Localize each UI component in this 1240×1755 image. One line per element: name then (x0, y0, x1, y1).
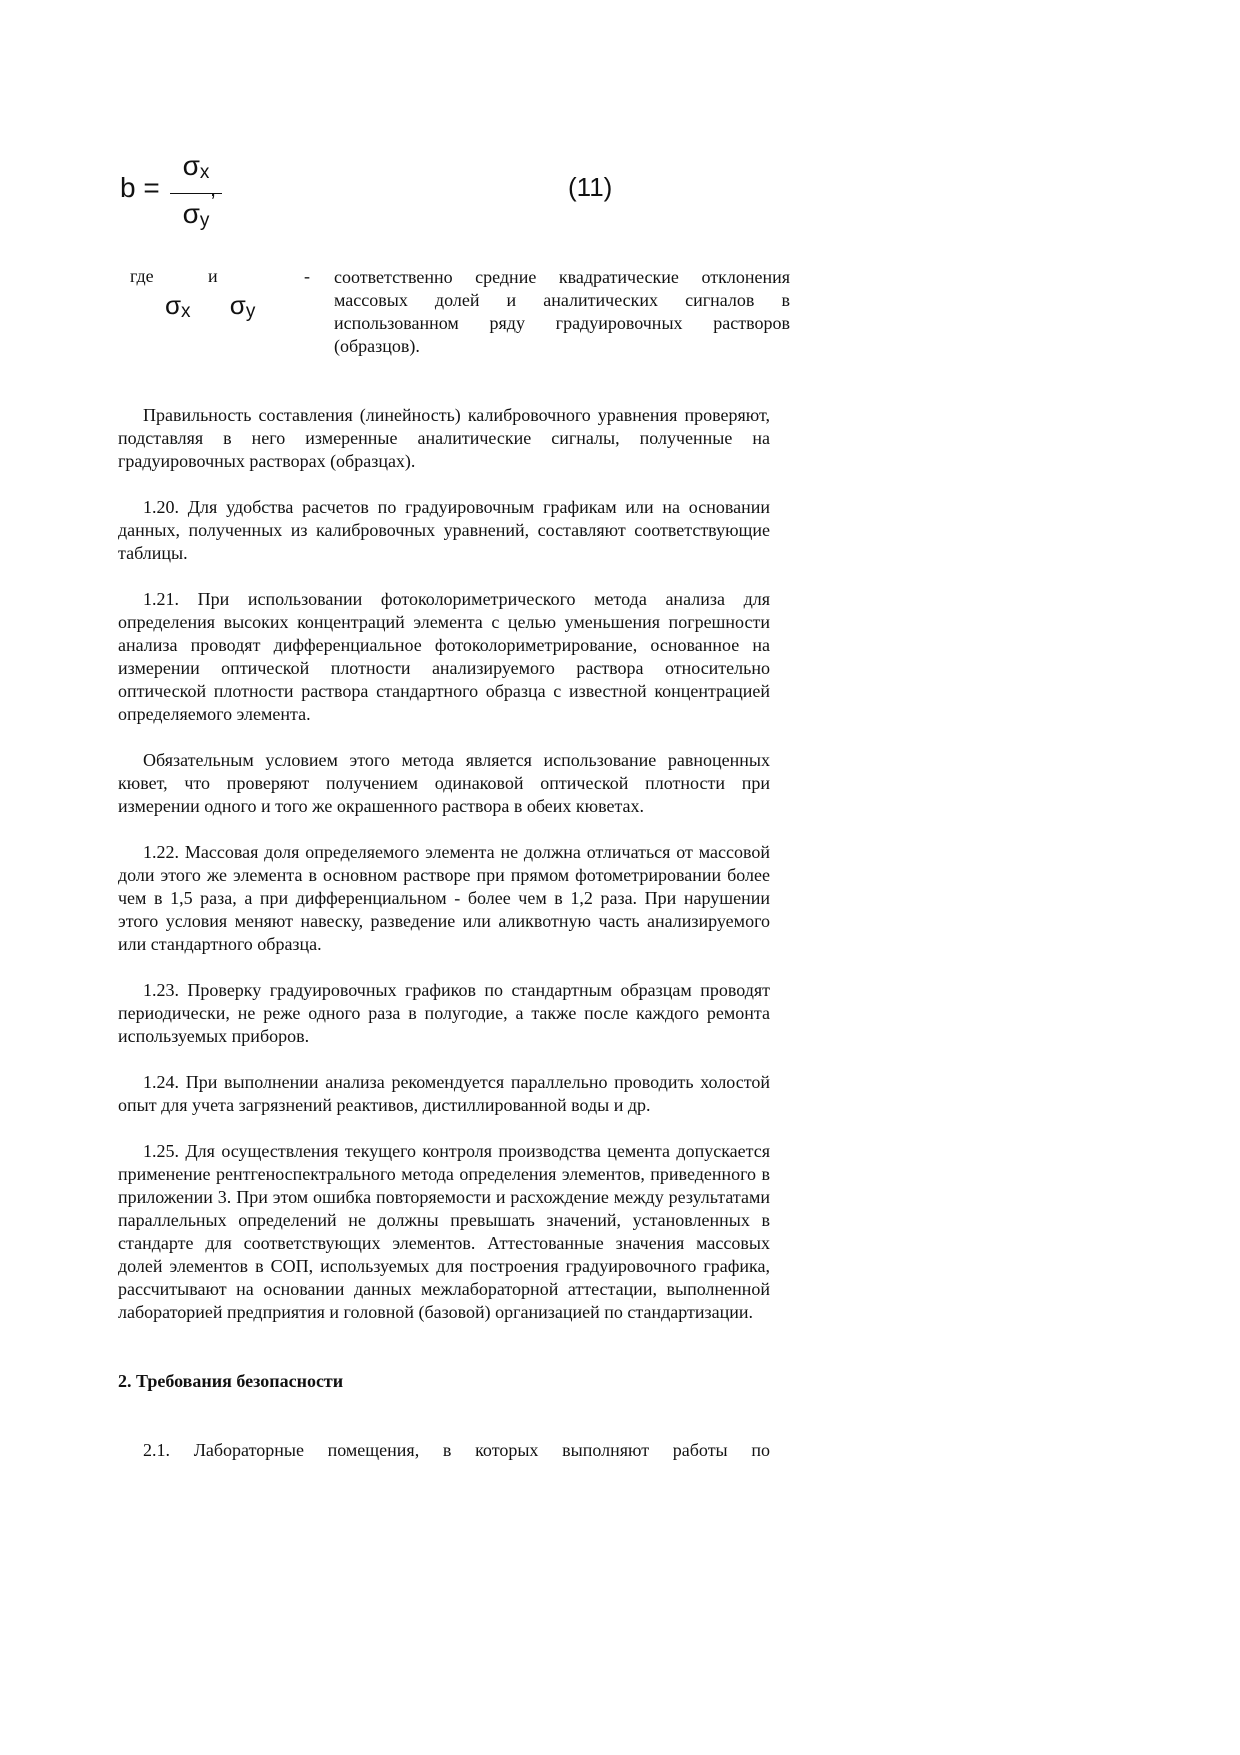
where-clause (130, 264, 790, 364)
sigma-symbol: σ (182, 150, 200, 181)
formula-comma: , (210, 176, 217, 201)
formula-11 (120, 148, 640, 248)
sigma-y (230, 290, 256, 320)
paragraph: 2.1. Лабораторные помещения, в которых выполняют работы по (143, 1440, 770, 1460)
paragraph: 1.24. При выполнении анализа рекомендуется параллельно проводить холостой опыт для учета загрязнений реактивов, дистиллированной воды и др. (118, 1072, 770, 1115)
subscript: x (181, 301, 191, 322)
dash: - (304, 266, 310, 286)
paragraph: Правильность составления (линейность) калибровочного уравнения проверяют, подставляя в него измеренные аналитические сигналы, полученные на градуировочных растворах (образцах). (118, 405, 770, 471)
subscript: x (199, 162, 210, 183)
subscript: y (199, 210, 210, 231)
formula-denominator (170, 196, 222, 239)
sigma-x (165, 290, 191, 320)
sigma-symbol: σ (165, 290, 182, 320)
formula-number: (11) (568, 172, 613, 202)
sigma-symbol: σ (182, 198, 200, 229)
subscript: y (245, 301, 256, 322)
document-body (118, 404, 770, 1485)
formula-lhs: b = (120, 172, 160, 203)
where-description: соответственно средние квадратические отклонения массовых долей и аналитических сигналов в использованном ряду градуировочных растворов (образцов). (334, 267, 790, 356)
paragraph: 1.22. Массовая доля определяемого элемента не должна отличаться от массовой доли этого же элемента в основном растворе при прямом фотометрировании более чем в 1,5 раза, а при дифференциальном - более чем в 1,2 раза. При нарушении этого условия меняют навеску, разведение или аликвотную часть анализируемого или стандартного образца. (118, 842, 770, 954)
section-heading: 2. Требования безопасности (118, 1371, 344, 1391)
paragraph: 1.21. При использовании фотоколориметрического метода анализа для определения высоких концентраций элемента с целью уменьшения погрешности анализа проводят дифференциальное фотоколориметрирование, основанное на измерении оптической плотности анализируемого раствора относительно оптической плотности раствора стандартного образца с известной концентрацией определяемого элемента. (118, 589, 770, 724)
paragraph: 1.23. Проверку градуировочных графиков по стандартным образцам проводят периодически, не реже одного раза в полугодие, а также после каждого ремонта используемых приборов. (118, 980, 770, 1046)
and-word: и (208, 266, 218, 286)
paragraph: 1.20. Для удобства расчетов по градуировочным графикам или на основании данных, полученных из калибровочных уравнений, составляют соответствующие таблицы. (118, 497, 770, 563)
where-word: где (130, 266, 154, 286)
sigma-symbol: σ (229, 290, 246, 320)
paragraph: Обязательным условием этого метода является использование равноценных кювет, что проверяют получением одинаковой оптической плотности при измерении одного и того же окрашенного раствора в обеих кюветах. (118, 750, 770, 816)
paragraph: 1.25. Для осуществления текущего контроля производства цемента допускается применение рентгеноспектрального метода определения элементов, приведенного в приложении 3. При этом ошибка повторяемости и расхождение между результатами параллельных определений не должны превышать значений, установленных в стандарте для соответствующих элементов. Аттестованные значения массовых долей элементов в СОП, используемых для построения градуировочного графика, рассчитывают на основании данных межлабораторной аттестации, выполненной лабораторией предприятия и головной (базовой) организацией по стандартизации. (118, 1141, 770, 1322)
sigma-symbols (165, 290, 287, 323)
